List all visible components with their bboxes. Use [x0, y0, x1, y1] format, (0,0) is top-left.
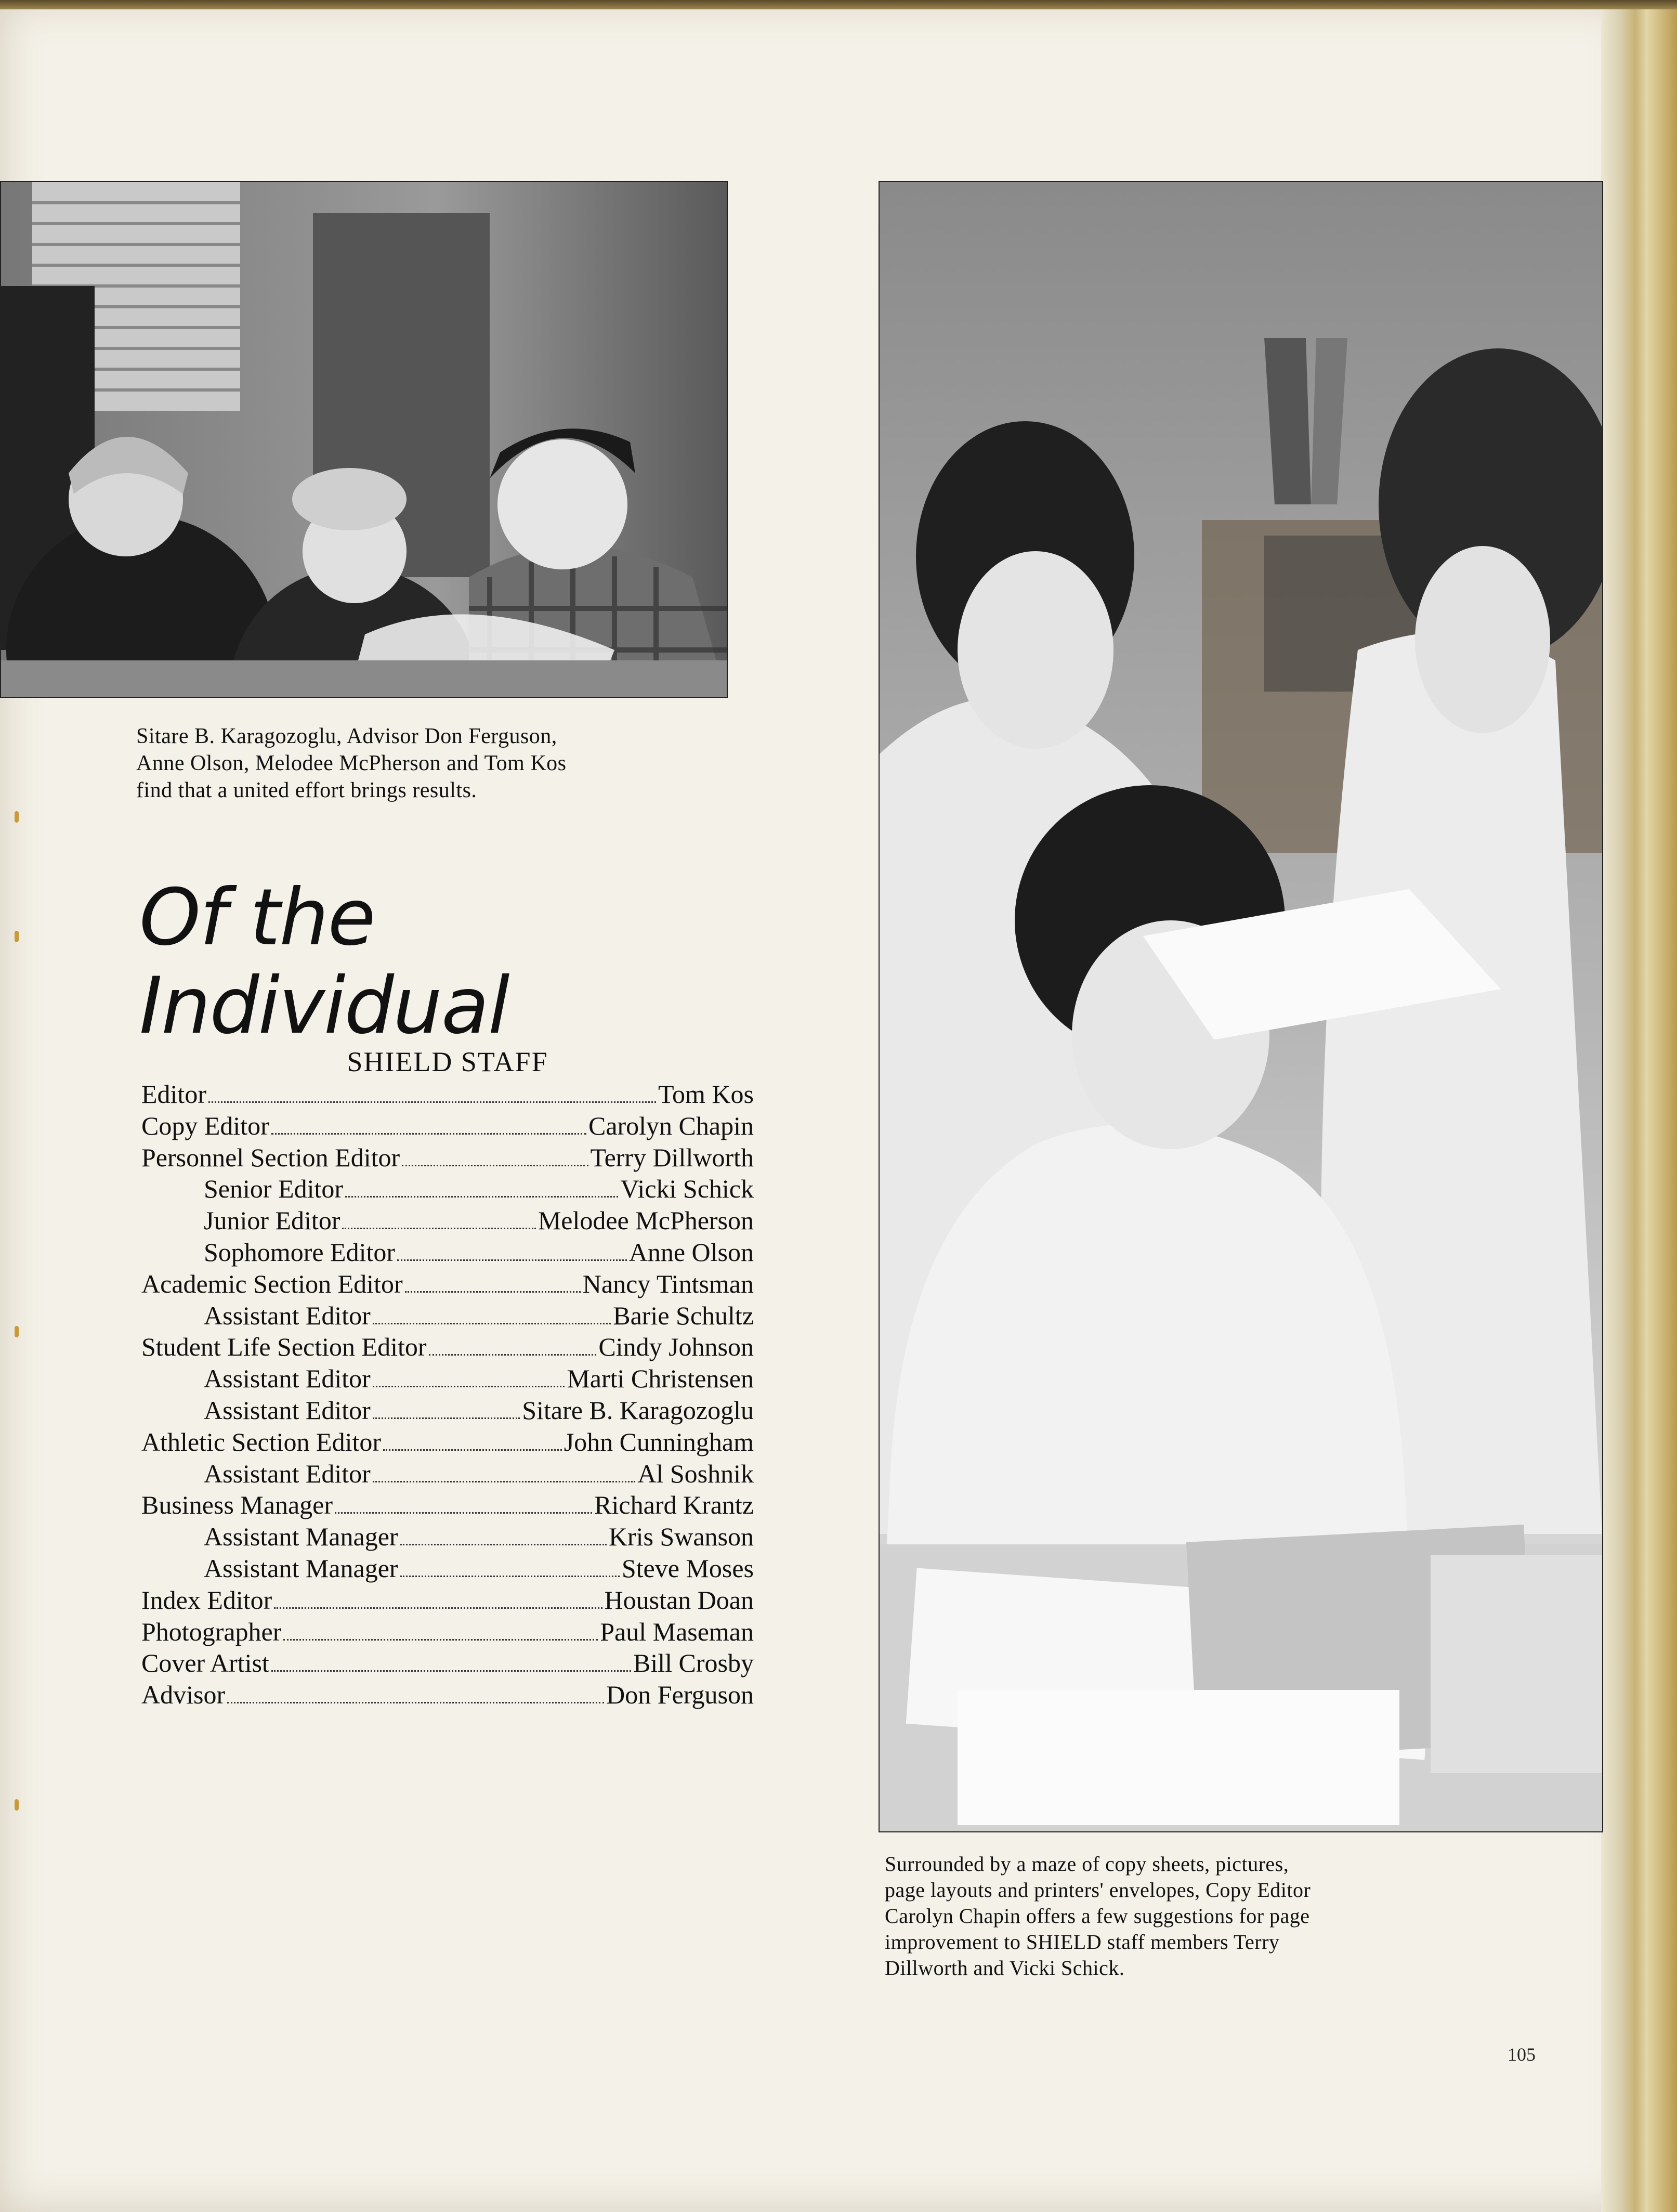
caption-line: Carolyn Chapin offers a few suggestions for page: [885, 1904, 1310, 1928]
caption-line: find that a united effort brings results.: [136, 778, 477, 802]
staff-row: [141, 1616, 754, 1648]
staff-member-name: Al Soshnik: [637, 1459, 754, 1488]
copy-editor-photo: [879, 181, 1603, 1832]
leader-dots: [373, 1417, 520, 1419]
staff-row: [141, 1205, 754, 1237]
staff-role: Student Life Section Editor: [141, 1332, 427, 1362]
caption-line: Dillworth and Vicki Schick.: [885, 1956, 1125, 1980]
staff-row: [141, 1173, 754, 1205]
staff-row: [141, 1078, 754, 1110]
staff-row: [141, 1553, 754, 1584]
staff-member-name: Bill Crosby: [633, 1648, 754, 1678]
leader-dots: [383, 1449, 562, 1451]
page-title: Of the Individual: [139, 873, 509, 1051]
staff-role: Photographer: [141, 1617, 282, 1646]
staff-member-name: Cindy Johnson: [598, 1332, 754, 1362]
staff-member-name: Sitare B. Karagozoglu: [522, 1395, 754, 1425]
caption-line: Surrounded by a maze of copy sheets, pictures,: [885, 1852, 1289, 1876]
staff-row: [141, 1268, 754, 1300]
staff-row: [141, 1521, 754, 1553]
staff-role: Personnel Section Editor: [141, 1142, 400, 1172]
staff-role: Cover Artist: [141, 1648, 269, 1678]
staff-role: Assistant Editor: [204, 1395, 371, 1425]
staff-member-name: Anne Olson: [628, 1237, 754, 1267]
leader-dots: [400, 1576, 620, 1577]
page-number: 105: [1508, 2044, 1536, 2065]
staff-role: Sophomore Editor: [204, 1237, 396, 1267]
staff-list: [141, 1045, 754, 1711]
leader-dots: [373, 1323, 611, 1324]
staff-row: [141, 1300, 754, 1332]
caption-line: improvement to SHIELD staff members Terry: [885, 1930, 1280, 1954]
staff-role: Editor: [141, 1079, 206, 1109]
staff-member-name: Tom Kos: [658, 1079, 754, 1109]
staff-role: Advisor: [141, 1680, 226, 1710]
caption-line: Sitare B. Karagozoglu, Advisor Don Ferguson,: [136, 724, 557, 748]
staff-member-name: Melodee McPherson: [538, 1206, 754, 1235]
staff-member-name: John Cunningham: [564, 1427, 754, 1456]
leader-dots: [274, 1607, 602, 1609]
staff-role: Assistant Editor: [204, 1459, 371, 1488]
leader-dots: [402, 1165, 588, 1166]
staff-member-name: Marti Christensen: [567, 1364, 754, 1394]
staff-member-name: Houstan Doan: [604, 1585, 754, 1615]
staff-row: [141, 1426, 754, 1458]
staff-row: [141, 1458, 754, 1490]
staff-member-name: Vicki Schick: [620, 1174, 754, 1204]
staff-row: [141, 1489, 754, 1521]
staff-row: [141, 1142, 754, 1174]
staff-member-name: Terry Dillworth: [590, 1142, 754, 1172]
staff-row: [141, 1647, 754, 1679]
staff-member-name: Nancy Tintsman: [582, 1269, 754, 1298]
staff-role: Athletic Section Editor: [141, 1427, 382, 1456]
leader-dots: [429, 1354, 597, 1356]
staff-rows: [141, 1078, 754, 1711]
staff-row: [141, 1110, 754, 1142]
staff-member-name: Barie Schultz: [613, 1300, 754, 1330]
staff-role: Assistant Manager: [204, 1553, 398, 1583]
staff-role: Academic Section Editor: [141, 1269, 403, 1298]
staff-role: Business Manager: [141, 1490, 333, 1520]
staff-row: [141, 1237, 754, 1268]
staff-role: Copy Editor: [141, 1111, 269, 1140]
staff-row: [141, 1584, 754, 1616]
right-photo-caption: [885, 1851, 1420, 1981]
staff-member-name: Steve Moses: [621, 1553, 754, 1583]
leader-dots: [400, 1544, 607, 1545]
staff-heading: SHIELD STAFF: [347, 1046, 548, 1077]
staff-role: Senior Editor: [204, 1174, 344, 1204]
leader-dots: [373, 1386, 565, 1387]
staff-role: Assistant Editor: [204, 1300, 371, 1330]
staff-row: [141, 1363, 754, 1395]
staff-role: Assistant Editor: [204, 1364, 371, 1394]
leader-dots: [208, 1101, 656, 1103]
leader-dots: [271, 1133, 586, 1135]
staff-member-name: Richard Krantz: [594, 1490, 754, 1520]
top-photo-caption: [136, 723, 728, 804]
leader-dots: [283, 1639, 598, 1641]
book-binding-edge: [1601, 0, 1677, 2212]
staff-member-name: Paul Maseman: [600, 1617, 754, 1646]
leader-dots: [345, 1196, 618, 1198]
staff-role: Index Editor: [141, 1585, 272, 1615]
staff-member-name: Don Ferguson: [606, 1680, 754, 1710]
staff-role: Junior Editor: [204, 1206, 340, 1235]
staff-member-name: Kris Swanson: [608, 1522, 754, 1552]
staff-row: [141, 1679, 754, 1711]
leader-dots: [271, 1670, 631, 1672]
staff-role: Assistant Manager: [204, 1522, 398, 1552]
staff-group-photo: [0, 181, 728, 698]
page-top-edge: [0, 0, 1677, 9]
staff-row: [141, 1331, 754, 1363]
caption-line: page layouts and printers' envelopes, Copy Editor: [885, 1878, 1311, 1902]
leader-dots: [373, 1481, 636, 1482]
leader-dots: [405, 1291, 581, 1293]
leader-dots: [342, 1228, 535, 1229]
leader-dots: [397, 1259, 627, 1261]
staff-member-name: Carolyn Chapin: [588, 1111, 754, 1140]
caption-line: Anne Olson, Melodee McPherson and Tom Kos: [136, 751, 567, 775]
staff-row: [141, 1395, 754, 1426]
leader-dots: [335, 1512, 592, 1514]
leader-dots: [227, 1702, 604, 1703]
